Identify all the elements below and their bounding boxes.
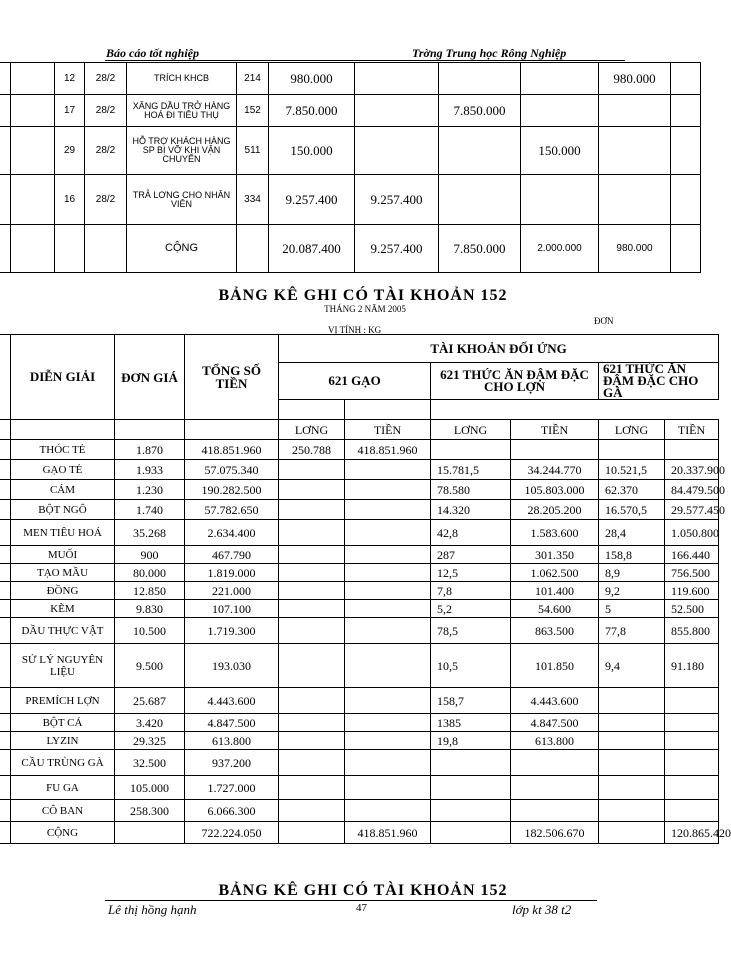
table-row	[0, 564, 719, 582]
table-cell	[0, 776, 11, 800]
row-unit-price: 25.687	[115, 688, 185, 714]
ledger-col-4	[599, 175, 671, 225]
row-total-amount: 613.800	[185, 732, 279, 750]
ledger-date: 28/2	[85, 95, 127, 127]
row-qty-pig-feed: 19,8	[431, 732, 511, 750]
row-qty-chicken-feed: 10.521,5	[599, 460, 665, 480]
statement-table	[0, 334, 731, 844]
table-cell	[0, 618, 11, 644]
row-unit-price: 80.000	[115, 564, 185, 582]
table-cell	[671, 175, 701, 225]
ledger-total: 980.000	[269, 63, 355, 95]
row-amount-pig-feed	[511, 800, 599, 822]
table-row	[0, 618, 719, 644]
table-cell	[0, 582, 11, 600]
ledger-row	[0, 127, 701, 175]
ledger-description: HỖ TRỢ KHÁCH HÀNG SP BỊ VỠ KHI VẬN CHUYỂN	[127, 127, 237, 175]
table-cell	[0, 500, 11, 520]
ledger-total-label: CỘNG	[127, 225, 237, 273]
row-amount-rice	[345, 564, 431, 582]
total-amount: 722.224.050	[185, 822, 279, 844]
row-amount-rice	[345, 520, 431, 546]
table-row	[0, 688, 719, 714]
row-amount-pig-feed	[511, 750, 599, 776]
row-qty-chicken-feed	[599, 714, 665, 732]
row-qty-rice	[279, 644, 345, 688]
row-amount-rice	[345, 714, 431, 732]
report-header-left: Báo cáo tốt nghiệp	[106, 46, 200, 60]
ledger-voucher-no: 29	[55, 127, 85, 175]
table-cell	[0, 520, 11, 546]
row-amount-rice	[345, 582, 431, 600]
table-cell	[671, 127, 701, 175]
table-cell	[0, 688, 11, 714]
row-qty-rice	[279, 800, 345, 822]
row-total-amount: 937.200	[185, 750, 279, 776]
row-qty-chicken-feed	[599, 750, 665, 776]
row-qty-rice	[279, 600, 345, 618]
ledger-date: 28/2	[85, 175, 127, 225]
row-qty-rice	[279, 582, 345, 600]
row-qty-chicken-feed: 158,8	[599, 546, 665, 564]
row-total-amount: 1.819.000	[185, 564, 279, 582]
row-total-amount: 1.719.300	[185, 618, 279, 644]
table-row	[0, 750, 719, 776]
row-description: DẦU THỰC VẬT	[11, 618, 115, 644]
row-amount-pig-feed: 34.244.770	[511, 460, 599, 480]
row-qty-pig-feed: 158,7	[431, 688, 511, 714]
footer-class: lớp kt 38 t2	[512, 902, 572, 917]
row-qty-rice: 250.788	[279, 440, 345, 460]
row-qty-rice	[279, 618, 345, 644]
ledger-total-col-1: 9.257.400	[355, 225, 439, 273]
ledger-row	[0, 175, 701, 225]
row-qty-pig-feed	[431, 750, 511, 776]
row-amount-chicken-feed: 166.440	[665, 546, 719, 564]
ledger-col-2: 7.850.000	[439, 95, 521, 127]
row-amount-chicken-feed: 119.600	[665, 582, 719, 600]
table-cell	[0, 750, 11, 776]
row-qty-chicken-feed	[599, 688, 665, 714]
row-amount-chicken-feed: 52.500	[665, 600, 719, 618]
row-description: BỘT CÁ	[11, 714, 115, 732]
row-amount-rice	[345, 618, 431, 644]
ledger-col-4: 980.000	[599, 63, 671, 95]
row-amount-pig-feed: 101.400	[511, 582, 599, 600]
unit-label: VỊ TÍNH : KG	[328, 325, 382, 335]
row-qty-chicken-feed	[599, 732, 665, 750]
table-cell	[11, 175, 55, 225]
table-cell	[671, 63, 701, 95]
table-row	[0, 500, 719, 520]
ledger-total: 150.000	[269, 127, 355, 175]
ledger-col-1	[355, 127, 439, 175]
row-total-amount: 1.727.000	[185, 776, 279, 800]
unit-prefix: ĐƠN	[594, 316, 614, 326]
row-amount-pig-feed: 1.062.500	[511, 564, 599, 582]
table-cell	[0, 546, 11, 564]
ledger-account: 152	[237, 95, 269, 127]
table-row	[0, 714, 719, 732]
row-amount-chicken-feed	[665, 732, 719, 750]
row-total-amount: 57.782.650	[185, 500, 279, 520]
row-qty-chicken-feed: 9,2	[599, 582, 665, 600]
row-amount-chicken-feed	[665, 750, 719, 776]
row-qty-pig-feed: 78,5	[431, 618, 511, 644]
row-amount-rice	[345, 644, 431, 688]
row-qty-pig-feed	[431, 440, 511, 460]
row-qty-pig-feed	[431, 776, 511, 800]
row-qty-pig-feed: 12,5	[431, 564, 511, 582]
row-qty-pig-feed: 287	[431, 546, 511, 564]
row-amount-chicken-feed: 756.500	[665, 564, 719, 582]
ledger-col-1	[355, 95, 439, 127]
row-description: GẠO TẺ	[11, 460, 115, 480]
table-cell	[0, 440, 11, 460]
row-amount-pig-feed	[511, 776, 599, 800]
ledger-description: XĂNG DẦU TRỞ HÀNG HOÁ ĐI TIÊU THỤ	[127, 95, 237, 127]
row-description: KẼM	[11, 600, 115, 618]
row-amount-rice	[345, 600, 431, 618]
row-description: PREMÍCH LỢN	[11, 688, 115, 714]
ledger-total-col-4: 980.000	[599, 225, 671, 273]
footer-page-number: 47	[356, 902, 367, 914]
table-row	[0, 600, 719, 618]
blank-col	[0, 335, 11, 420]
row-qty-rice	[279, 480, 345, 500]
header-amt-2: TIỀN	[511, 420, 599, 440]
row-amount-chicken-feed: 855.800	[665, 618, 719, 644]
ledger-account: 214	[237, 63, 269, 95]
ledger-col-3: 150.000	[521, 127, 599, 175]
row-description: FU GA	[11, 776, 115, 800]
row-amount-rice	[345, 688, 431, 714]
row-description: BỘT NGÔ	[11, 500, 115, 520]
row-amount-pig-feed: 4.443.600	[511, 688, 599, 714]
ledger-date: 28/2	[85, 63, 127, 95]
table-cell	[599, 822, 665, 844]
header-amt-3: TIỀN	[665, 420, 719, 440]
row-qty-rice	[279, 520, 345, 546]
ledger-voucher-no: 16	[55, 175, 85, 225]
row-qty-chicken-feed: 16.570,5	[599, 500, 665, 520]
ledger-row	[0, 95, 701, 127]
row-total-amount: 6.066.300	[185, 800, 279, 822]
ledger-total-col-2: 7.850.000	[439, 225, 521, 273]
total-amount-rice: 418.851.960	[345, 822, 431, 844]
row-qty-chicken-feed	[599, 440, 665, 460]
row-qty-rice	[279, 776, 345, 800]
row-unit-price: 1.933	[115, 460, 185, 480]
header-account: TÀI KHOẢN ĐỐI ỨNG	[279, 335, 719, 363]
table-row	[0, 460, 719, 480]
row-total-amount: 2.634.400	[185, 520, 279, 546]
ledger-voucher-no: 12	[55, 63, 85, 95]
table-cell	[85, 225, 127, 273]
header-rule	[105, 60, 625, 61]
row-qty-rice	[279, 460, 345, 480]
row-qty-chicken-feed: 5	[599, 600, 665, 618]
table-cell	[0, 225, 11, 273]
row-qty-rice	[279, 564, 345, 582]
row-total-amount: 4.847.500	[185, 714, 279, 732]
total-amount-pig-feed: 182.506.670	[511, 822, 599, 844]
header-group-rice: 621 GẠO	[279, 363, 431, 400]
table-cell	[0, 800, 11, 822]
row-amount-chicken-feed	[665, 440, 719, 460]
row-total-amount: 57.075.340	[185, 460, 279, 480]
row-amount-pig-feed: 105.803.000	[511, 480, 599, 500]
header-price: ĐƠN GIÁ	[115, 335, 185, 420]
table-cell	[0, 95, 11, 127]
row-description: ĐỒNG	[11, 582, 115, 600]
row-qty-pig-feed: 5,2	[431, 600, 511, 618]
row-amount-pig-feed: 54.600	[511, 600, 599, 618]
row-qty-rice	[279, 688, 345, 714]
row-total-amount: 4.443.600	[185, 688, 279, 714]
ledger-col-3	[521, 175, 599, 225]
row-qty-chicken-feed	[599, 776, 665, 800]
table-row	[0, 800, 719, 822]
table-cell	[0, 175, 11, 225]
row-qty-pig-feed: 15.781,5	[431, 460, 511, 480]
ledger-row	[0, 63, 701, 95]
row-qty-rice	[279, 546, 345, 564]
row-unit-price: 10.500	[115, 618, 185, 644]
ledger-total: 9.257.400	[269, 175, 355, 225]
row-description: MUỐI	[11, 546, 115, 564]
table-cell	[431, 822, 511, 844]
row-total-amount: 193.030	[185, 644, 279, 688]
row-amount-rice: 418.851.960	[345, 440, 431, 460]
table-cell	[0, 460, 11, 480]
report-header-right: Trờng Trung học Rông Nghiệp	[412, 46, 567, 60]
ledger-col-2	[439, 127, 521, 175]
row-description: THÓC TẺ	[11, 440, 115, 460]
row-unit-price: 9.830	[115, 600, 185, 618]
row-amount-chicken-feed: 29.577.450	[665, 500, 719, 520]
row-amount-pig-feed: 1.583.600	[511, 520, 599, 546]
header-qty-3: LƠNG	[599, 420, 665, 440]
ledger-col-3	[521, 95, 599, 127]
row-qty-chicken-feed	[599, 800, 665, 822]
row-qty-pig-feed: 7,8	[431, 582, 511, 600]
table-cell	[0, 822, 11, 844]
table-row	[0, 480, 719, 500]
row-amount-rice	[345, 800, 431, 822]
table-cell	[115, 822, 185, 844]
row-unit-price: 1.230	[115, 480, 185, 500]
row-amount-chicken-feed: 20.337.900	[665, 460, 719, 480]
ledger-description: TRẢ LƠNG CHO NHÂN VIÊN	[127, 175, 237, 225]
statement-title: BẢNG KÊ GHI CÓ TÀI KHOẢN 152	[218, 287, 508, 304]
row-description: TẠO MẦU	[11, 564, 115, 582]
row-unit-price: 32.500	[115, 750, 185, 776]
row-total-amount: 107.100	[185, 600, 279, 618]
row-qty-pig-feed: 10,5	[431, 644, 511, 688]
ledger-total-col-3: 2.000.000	[521, 225, 599, 273]
ledger-total: 7.850.000	[269, 95, 355, 127]
header-amt-1: TIỀN	[345, 420, 431, 440]
row-amount-pig-feed: 301.350	[511, 546, 599, 564]
row-amount-chicken-feed	[665, 714, 719, 732]
ledger-col-4	[599, 127, 671, 175]
ledger-col-2	[439, 63, 521, 95]
ledger-total-row	[0, 225, 701, 273]
row-amount-rice	[345, 546, 431, 564]
row-unit-price: 29.325	[115, 732, 185, 750]
row-unit-price: 35.268	[115, 520, 185, 546]
row-unit-price: 900	[115, 546, 185, 564]
row-amount-chicken-feed	[665, 688, 719, 714]
row-qty-pig-feed	[431, 800, 511, 822]
header-total: TỔNG SỐ TIỀN	[185, 335, 279, 420]
row-amount-chicken-feed	[665, 800, 719, 822]
row-description: SỬ LÝ NGUYÊN LIỆU	[11, 644, 115, 688]
table-cell	[11, 63, 55, 95]
row-amount-rice	[345, 500, 431, 520]
row-amount-pig-feed	[511, 440, 599, 460]
row-qty-pig-feed: 1385	[431, 714, 511, 732]
row-unit-price: 12.850	[115, 582, 185, 600]
table-cell	[0, 732, 11, 750]
row-qty-pig-feed: 42,8	[431, 520, 511, 546]
table-row	[0, 520, 719, 546]
row-amount-pig-feed: 4.847.500	[511, 714, 599, 732]
row-amount-pig-feed: 863.500	[511, 618, 599, 644]
total-amount-chicken-feed: 120.865.420	[665, 822, 719, 844]
row-amount-chicken-feed: 91.180	[665, 644, 719, 688]
table-cell	[237, 225, 269, 273]
row-qty-chicken-feed: 62.370	[599, 480, 665, 500]
next-statement-title: BẢNG KÊ GHI CÓ TÀI KHOẢN 152	[218, 882, 508, 899]
table-row	[0, 546, 719, 564]
ledger-col-1	[355, 63, 439, 95]
row-qty-chicken-feed: 28,4	[599, 520, 665, 546]
header-qty-1: LƠNG	[279, 420, 345, 440]
ledger-account: 511	[237, 127, 269, 175]
table-cell	[0, 600, 11, 618]
row-amount-pig-feed: 28.205.200	[511, 500, 599, 520]
ledger-col-2	[439, 175, 521, 225]
row-unit-price: 9.500	[115, 644, 185, 688]
row-description: CÁM	[11, 480, 115, 500]
row-qty-rice	[279, 732, 345, 750]
row-unit-price: 1.870	[115, 440, 185, 460]
table-cell	[0, 127, 11, 175]
ledger-voucher-no: 17	[55, 95, 85, 127]
table-row	[0, 644, 719, 688]
table-cell	[279, 822, 345, 844]
row-total-amount: 221.000	[185, 582, 279, 600]
row-qty-pig-feed: 78.580	[431, 480, 511, 500]
statement-month: THÁNG 2 NĂM 2005	[324, 304, 406, 314]
footer-author: Lê thị hồng hạnh	[108, 902, 197, 917]
table-cell	[0, 480, 11, 500]
row-total-amount: 418.851.960	[185, 440, 279, 460]
table-cell	[671, 95, 701, 127]
table-cell	[0, 714, 11, 732]
table-row	[0, 776, 719, 800]
table-cell	[11, 127, 55, 175]
table-cell	[0, 63, 11, 95]
table-cell	[0, 644, 11, 688]
row-qty-chicken-feed: 77,8	[599, 618, 665, 644]
table-cell	[11, 95, 55, 127]
row-description: CÔ BAN	[11, 800, 115, 822]
row-qty-rice	[279, 750, 345, 776]
ledger-account: 334	[237, 175, 269, 225]
row-amount-rice	[345, 750, 431, 776]
row-total-amount: 190.282.500	[185, 480, 279, 500]
row-amount-rice	[345, 460, 431, 480]
row-amount-rice	[345, 776, 431, 800]
row-qty-pig-feed: 14.320	[431, 500, 511, 520]
total-label: CỘNG	[11, 822, 115, 844]
header-desc: DIỄN GIẢI	[11, 335, 115, 420]
header-group-chicken: 621 THỨC ĂN ĐẬM ĐẶC CHO GÀ	[599, 363, 719, 400]
ledger-description: TRÍCH KHCB	[127, 63, 237, 95]
ledger-col-4	[599, 95, 671, 127]
table-cell	[0, 564, 11, 582]
table-row	[0, 732, 719, 750]
row-description: MEN TIÊU HOÁ	[11, 520, 115, 546]
statement-total-row	[0, 822, 719, 844]
ledger-col-1: 9.257.400	[355, 175, 439, 225]
table-row	[0, 440, 719, 460]
row-amount-rice	[345, 480, 431, 500]
row-total-amount: 467.790	[185, 546, 279, 564]
table-cell	[11, 225, 55, 273]
row-amount-pig-feed: 613.800	[511, 732, 599, 750]
table-cell	[671, 225, 701, 273]
header-qty-2: LƠNG	[431, 420, 511, 440]
table-cell	[55, 225, 85, 273]
row-amount-chicken-feed: 1.050.800	[665, 520, 719, 546]
row-unit-price: 258.300	[115, 800, 185, 822]
row-unit-price: 3.420	[115, 714, 185, 732]
row-amount-chicken-feed: 84.479.500	[665, 480, 719, 500]
footer-rule	[105, 900, 597, 901]
row-qty-chicken-feed: 9,4	[599, 644, 665, 688]
header-group-pig: 621 THỨC ĂN ĐẬM ĐẶC CHO LỢN	[431, 363, 599, 400]
row-amount-chicken-feed	[665, 776, 719, 800]
row-qty-chicken-feed: 8,9	[599, 564, 665, 582]
row-description: CẦU TRÙNG GÀ	[11, 750, 115, 776]
table-row	[0, 582, 719, 600]
row-unit-price: 105.000	[115, 776, 185, 800]
row-unit-price: 1.740	[115, 500, 185, 520]
ledger-col-3	[521, 63, 599, 95]
ledger-date: 28/2	[85, 127, 127, 175]
row-description: LYZIN	[11, 732, 115, 750]
row-qty-rice	[279, 714, 345, 732]
row-amount-rice	[345, 732, 431, 750]
ledger-table	[0, 62, 701, 273]
ledger-grand-total: 20.087.400	[269, 225, 355, 273]
row-qty-rice	[279, 500, 345, 520]
row-amount-pig-feed: 101.850	[511, 644, 599, 688]
